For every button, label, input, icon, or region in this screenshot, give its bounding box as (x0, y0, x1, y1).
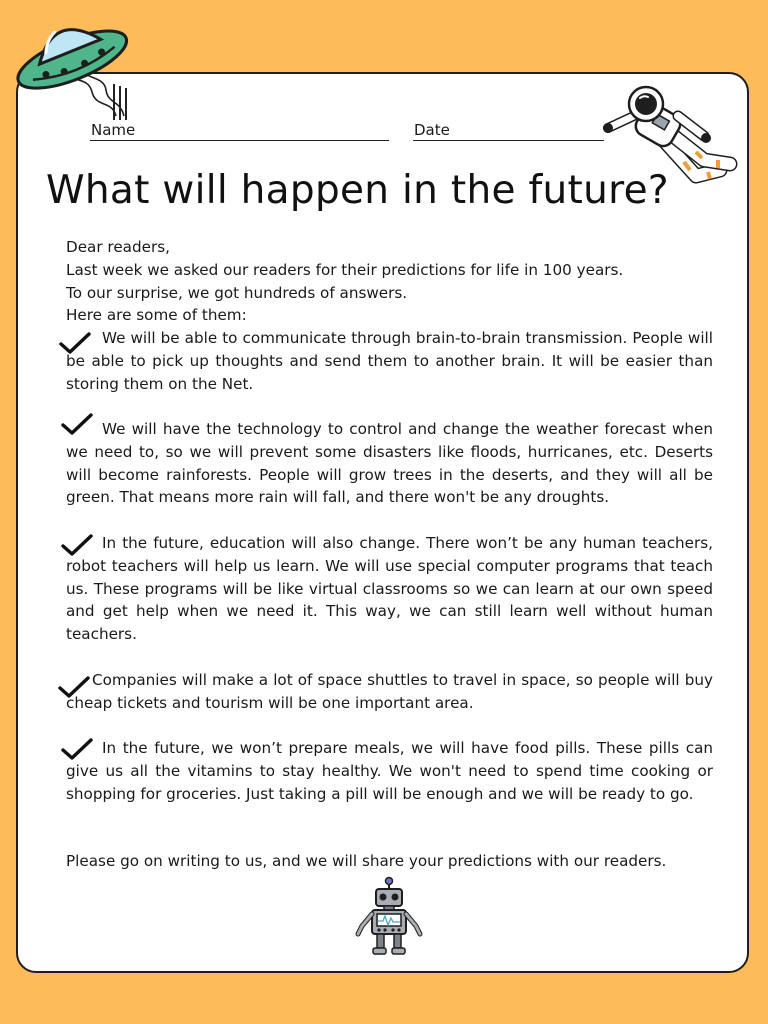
prediction-paragraph (66, 327, 713, 395)
prediction-paragraph (66, 532, 713, 646)
closing-text: Please go on writing to us, and we will share your predictions with our readers. (66, 852, 667, 870)
prediction-text: We will be able to communicate through brain-to-brain transmission. People will be able to pick up thoughts and send them to another brain. It will be easier than storing them on the Net. (66, 329, 713, 393)
date-label: Date (414, 121, 450, 139)
intro-block (66, 236, 713, 327)
intro-line: Here are some of them: (66, 306, 247, 325)
prediction-paragraph (66, 737, 713, 805)
intro-line: To our surprise, we got hundreds of answers. (66, 283, 408, 302)
name-line[interactable] (90, 140, 389, 141)
ufo-illustration (8, 4, 138, 124)
prediction-text: We will have the technology to control and change the weather forecast when we need to, so we will prevent some disasters like floods, hurricanes, etc. Deserts will become rainforests. People will grow trees in the deserts, and they will all be green. That means more rain will fall, and there won't be any droughts. (66, 420, 713, 507)
prediction-text: Companies will make a lot of space shuttles to travel in space, so people will buy cheap tickets and tourism will be one important area. (66, 671, 713, 712)
page-title: What will happen in the future? (46, 168, 669, 213)
intro-line: Dear readers, (66, 238, 170, 256)
prediction-paragraph (66, 418, 713, 509)
prediction-text: In the future, we won’t prepare meals, we will have food pills. These pills can give us all the vitamins to stay healthy. We won't need to spend time cooking or shopping for groceries. Just taking a pill will be enough and we will be ready to go. (66, 739, 713, 803)
date-line[interactable] (413, 140, 604, 141)
prediction-paragraph (66, 669, 713, 715)
robot-illustration (352, 876, 426, 956)
prediction-text: In the future, education will also change. There won’t be any human teachers, robot teachers will help us learn. We will use special computer programs that teach us. These programs will be like virtual classrooms so we can learn at our own speed and get help when we need it. This way, we can still learn well without human teachers. (66, 534, 713, 644)
name-label: Name (91, 121, 136, 139)
intro-line: Last week we asked our readers for their predictions for life in 100 years. (66, 260, 624, 279)
